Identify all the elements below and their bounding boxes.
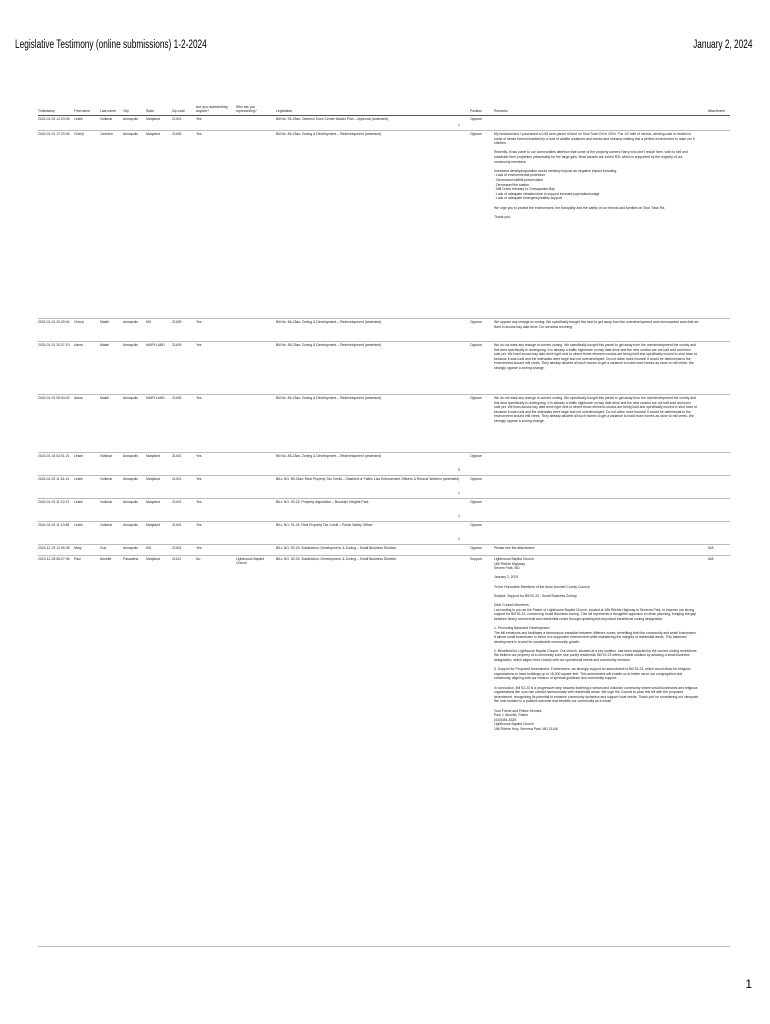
cell-representing: Yes <box>196 477 202 481</box>
document-date: January 2, 2024 <box>692 39 752 51</box>
cell-timestamp: 2024-01-02 11:51:14 <box>38 477 70 481</box>
table-row <box>38 556 730 947</box>
col-attachment: Attachment <box>708 108 726 113</box>
cell-representing: Yes <box>196 523 202 527</box>
cell-state: MD <box>146 320 152 324</box>
cell-state: MD <box>146 546 152 550</box>
col-position: Position <box>470 108 483 113</box>
cell-city: Annapolis <box>123 320 138 324</box>
cell-count: 1 <box>458 514 460 518</box>
cell-last-name: Volkmar <box>100 500 113 504</box>
cell-legislation: BILL NO. 90-23: Property disposition – Brooklyn Heights Park <box>276 500 369 504</box>
cell-first-name: Leslie <box>74 500 83 504</box>
cell-remarks: We do not want any change to current zoning. We specifically bought this parcel to get away from the overdevelopment the county and this area specifically is undergoing. It is already a traffic nightmare on bay dale drive and the new condos are not half sold and even sold yet. We lived across bay dale drive right next to where those element condos are being built and specifically moved to shot town rd because it was rural and the sidewalks were large and not overdeveloped. Do not allow more houses! It would be detrimental to the environment around mill creek. They already allowed all such homes to get a variance to build more homes as close to mill creek. We strongly oppose a zoning change. <box>494 343 697 370</box>
cell-zip: 21401 <box>172 546 182 550</box>
col-legislation: Legislation <box>276 108 293 113</box>
cell-first-name: Aaron <box>74 396 84 400</box>
col-city: City <box>123 108 129 113</box>
col-first-name: First name <box>74 108 91 113</box>
cell-last-name: Volkmar <box>100 477 113 481</box>
cell-state: MARYLAND <box>146 396 165 400</box>
cell-attachment: N/A <box>708 557 714 561</box>
cell-position: Support <box>470 557 482 561</box>
table-row <box>38 476 730 499</box>
cell-remarks: My husband and I purchased a 0.65 acre parcel of land on Shot Town Rd in 2004. The 1/2 mile of narrow, winding road is nestled in some of dense forest inhabited by a host of wildlife creatures and creeks and streams making this a perfect environment to raise our 5 children. Recently, it has come to our communities attention that some of the property owners Harry who don't reside here, wish to sell and subdivide their properties presumably for the large gain. Most parcels are zoned R2L which is supported by the majority of our community members. Increased density/population would certainly impose an negative impact including: - Lack of environmental protection - Decreased wildlife preservation - Decreased fire station - Mill Creek tributary to Chesapeake Bay - Lack of adequate infrastructure to support increase population/usage - Lack of adequate emergency/safety support We urge you to protect the environment, the tranquility and the safety of our friends and families on Shot Town Rd. Thank you. <box>494 132 695 219</box>
cell-representing: Yes <box>196 546 202 550</box>
cell-state: Maryland <box>146 132 160 136</box>
cell-legislation: Bill No. 86-23as: Zoning & Development – Redevelopment (amended) <box>276 343 382 347</box>
cell-timestamp: 2024-01-01 20:37:19 <box>38 343 70 347</box>
table-row <box>38 342 730 395</box>
table-row <box>38 522 730 545</box>
cell-timestamp: 2024-01-01 20:29:40 <box>38 320 70 324</box>
cell-timestamp: 2024-01-02 03:01:21 <box>38 454 70 458</box>
cell-first-name: Cheryl <box>74 132 84 136</box>
cell-position: Oppose <box>470 500 482 504</box>
cell-last-name: Makel <box>100 396 110 400</box>
cell-position: Oppose <box>470 523 482 527</box>
cell-timestamp: 2024-01-01 17:20:45 <box>38 132 70 136</box>
cell-last-name: Volkmar <box>100 523 113 527</box>
cell-legislation: Bill No. 86-23as: Zoning & Development – Redevelopment (amended) <box>276 320 382 324</box>
cell-count: 1 <box>458 491 460 495</box>
cell-last-name: Guy <box>100 546 107 550</box>
cell-representing: Yes <box>196 132 202 136</box>
cell-position: Oppose <box>470 320 482 324</box>
cell-count: 1 <box>458 123 460 127</box>
table-header-row <box>38 93 730 116</box>
cell-timestamp: 2024-01-02 12:23:35 <box>38 117 70 121</box>
col-timestamp: Timestamp <box>38 108 55 113</box>
cell-attachment: N/A <box>708 546 714 550</box>
table-row <box>38 116 730 131</box>
cell-legislation: Bill No. 86-23as: Zoning & Development – Redevelopment (amended) <box>276 454 382 458</box>
cell-last-name: Ancelet <box>100 557 112 561</box>
table-row <box>38 545 730 556</box>
cell-zip: 21401 <box>172 477 182 481</box>
cell-representing: Yes <box>196 454 202 458</box>
cell-state: Maryland <box>146 500 160 504</box>
cell-representing: Yes <box>196 396 202 400</box>
testimony-table <box>38 93 730 947</box>
cell-first-name: Aaron <box>74 343 84 347</box>
cell-position: Oppose <box>470 546 482 550</box>
col-who: Who are you representing? <box>236 104 257 113</box>
cell-remarks: Please see the attachment. <box>494 546 536 550</box>
cell-legislation: BILL NO. 92-23: Subdivision, Development, & Zoning – Small Business Districts <box>276 557 396 561</box>
table-row <box>38 395 730 453</box>
cell-position: Oppose <box>470 477 482 481</box>
cell-first-name: Paul <box>74 557 81 561</box>
cell-state: Maryland <box>146 454 160 458</box>
cell-who: Lighthouse Baptist Church <box>236 557 264 566</box>
cell-zip: 21401 <box>172 500 182 504</box>
col-zip: Zip code <box>172 108 186 113</box>
cell-representing: Yes <box>196 117 202 121</box>
cell-city: Annapolis <box>123 132 138 136</box>
table-row <box>38 499 730 522</box>
cell-city: Pasadena <box>123 557 139 561</box>
col-representing: Are you representing anyone? <box>196 104 228 113</box>
cell-position: Oppose <box>470 454 482 458</box>
cell-timestamp: 2023-12-29 12:06:35 <box>38 546 70 550</box>
cell-city: Annapolis <box>123 396 138 400</box>
cell-position: Oppose <box>470 396 482 400</box>
cell-last-name: Volkmar <box>100 454 113 458</box>
cell-remarks: We do not want any change to current zoning. We specifically bought this parcel to get away from the overdevelopment the county and this area specifically is undergoing. It is already a traffic nightmare on bay dale drive and the new condos are not half sold and even sold yet. We lived across bay dale drive right next to where those element condos are being built and specifically moved to shot town rd because it was rural and the sidewalks were large and not overdeveloped. Do not allow more houses! It would be detrimental to the environment around mill creek. They already allowed all such homes to get a variance to build more homes as close to mill creek. We strongly oppose a zoning change. <box>494 396 697 423</box>
cell-city: Annapolis <box>123 454 138 458</box>
cell-legislation: BILL NO. 92-23: Subdivision, Development, & Zoning – Small Business Districts <box>276 546 396 550</box>
document-title: Legislative Testimony (online submissions) 1-2-2024 <box>15 39 207 51</box>
cell-first-name: Leslie <box>74 523 83 527</box>
cell-timestamp: 2024-01-02 11:12:21 <box>38 500 70 504</box>
cell-position: Oppose <box>470 132 482 136</box>
cell-zip: 21401 <box>172 454 182 458</box>
cell-count: 1 <box>458 537 460 541</box>
cell-city: Annapolis <box>123 117 138 121</box>
cell-state: Maryland <box>146 523 160 527</box>
cell-last-name: Makel <box>100 343 110 347</box>
cell-legislation: Bill No. 86-23as: Zoning & Development – Redevelopment (amended) <box>276 396 382 400</box>
col-last-name: Last name <box>100 108 116 113</box>
cell-remarks: Lighthouse Baptist Church 186 Ritchie Highway Severn Park, MD January 2, 2024 To the Honorable Members of the Anne Arundel County Council, Subject: Support for Bill 92-23 - Small Business Zoning Dear Council Members, I am writing to you as the Pastor of Lighthouse Baptist Church, located at 186 Ritchie Highway in Severna Park, to express our strong support for Bill 92-23, concerning Small Business zoning. This bill represents a thoughtful approach to urban planning, bridging the gap between heavy commercial and residential zones through updating this important transitional zoning designation. 1. Promoting Balanced Development: The bill enhances and facilitates a harmonious transition between different zones, benefiting both the community and small businesses. It allows small businesses to thrive in a supportive environment while maintaining the integrity of residential areas. This balanced development is crucial for sustainable community growth. 2. Beneficial for Lighthouse Baptist Church: Our church, situated at a key location, has been impacted by the current zoning restrictions. We believe our property at a community zone due purely residential. Bill 92-23 offers a viable solution by allowing a small business designation, which aligns more closely with our operational needs and community services. 3. Support for Proposed Amendment: Furthermore, we strongly support an amendment to Bill 92-23, which would allow for religious organizations to have buildings up to 15,000 square feet. This amendment will enable us to better serve our congregation and community, aligning with our mission of spiritual guidance and community support. In conclusion, Bill 92-23 is a progressive step towards fostering a vibrant and inclusive community where small businesses and religious organizations like ours can coexist harmoniously with residential areas. We urge the Council to pass this bill with the proposed amendment, recognizing its potential to enhance community dynamics and support local needs. Thank you for considering our viewpoint. We look forward to a positive outcome that benefits our community as a whole. Your Friend and Fellow Servant, Paul J. Ancelet, Pastor (443)454-8325 Lighthouse Baptist Church 186 Ritchie Hwy, Severna Park, MD 21146 <box>494 557 700 731</box>
cell-legislation: BILL NO. 91-23: Real Property Tax Credit – Public Safety Officer <box>276 523 373 527</box>
cell-last-name: Volkmar <box>100 117 113 121</box>
cell-first-name: Leslie <box>74 117 83 121</box>
cell-count: 5 <box>458 468 460 472</box>
cell-city: Annapolis <box>123 343 138 347</box>
cell-representing: Yes <box>196 320 202 324</box>
table-row <box>38 319 730 342</box>
cell-first-name: Leslie <box>74 454 83 458</box>
cell-zip: 21409 <box>172 343 182 347</box>
cell-state: Maryland <box>146 557 160 561</box>
cell-position: Oppose <box>470 343 482 347</box>
cell-legislation: Bill No. 86-23as: Zoning & Development – Redevelopment (amended) <box>276 132 382 136</box>
cell-timestamp: 2024-01-02 11:13:58 <box>38 523 70 527</box>
cell-remarks: We oppose any change to zoning. We specifically bought this land to get away from the overdevelopment and overcrowded area that we lived in across bay dale drive. Do not allow rezoning. <box>494 320 699 329</box>
cell-zip: 21409 <box>172 396 182 400</box>
cell-legislation: Bill No. 94-23as: Odenton Town Center Master Plan – Approval (amended) <box>276 117 389 121</box>
cell-zip: 21122 <box>172 557 182 561</box>
col-remarks: Remarks <box>494 108 508 113</box>
page-number: 1 <box>745 977 752 991</box>
cell-first-name: Leslie <box>74 477 83 481</box>
cell-timestamp: 2024-01-02 05:54:02 <box>38 396 70 400</box>
cell-last-name: Makel <box>100 320 110 324</box>
cell-city: Annapolis <box>123 523 138 527</box>
cell-position: Oppose <box>470 117 482 121</box>
cell-state: Maryland <box>146 477 160 481</box>
cell-legislation: BILL NO. 89-23as: Real Property Tax Credit – Disabled or Fallen Law Enforcement Officers & Rescue Workers (amended) <box>276 477 460 481</box>
cell-city: Annapolis <box>123 477 138 481</box>
table-body <box>38 116 730 947</box>
cell-representing: Yes <box>196 500 202 504</box>
table-row <box>38 453 730 476</box>
cell-last-name: Johnson <box>100 132 113 136</box>
cell-zip: 21401 <box>172 117 182 121</box>
cell-zip: 21409 <box>172 132 182 136</box>
cell-state: Maryland <box>146 117 160 121</box>
cell-first-name: Mary <box>74 546 82 550</box>
cell-zip: 21401 <box>172 523 182 527</box>
cell-city: Annapolis <box>123 546 138 550</box>
cell-timestamp: 2023-12-28 08:27:36 <box>38 557 70 561</box>
col-state: State <box>146 108 154 113</box>
cell-state: MARYLAND <box>146 343 165 347</box>
cell-city: Annapolis <box>123 500 138 504</box>
cell-first-name: Cheryl <box>74 320 84 324</box>
cell-representing: No <box>196 557 201 561</box>
table-row <box>38 131 730 319</box>
cell-zip: 21409 <box>172 320 182 324</box>
cell-representing: Yes <box>196 343 202 347</box>
